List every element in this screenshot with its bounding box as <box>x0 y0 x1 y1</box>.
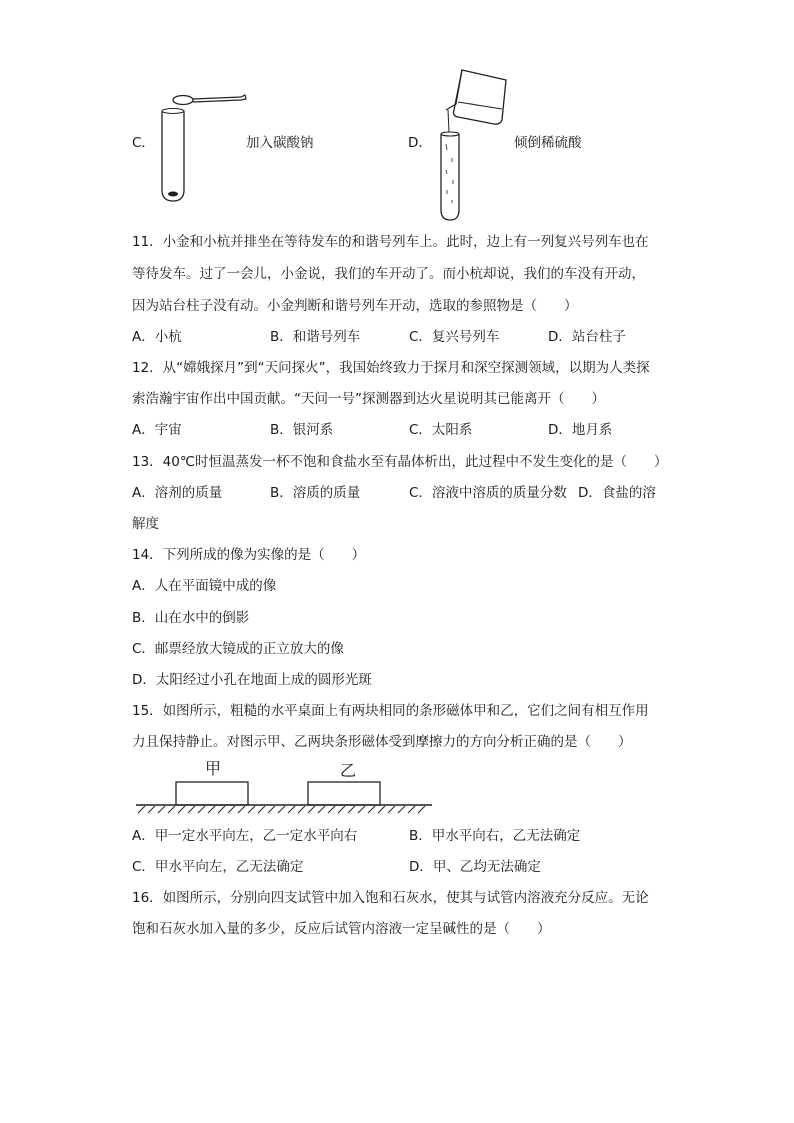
svg-text:- .: - . <box>470 99 478 108</box>
q12-line-2: 索浩瀚宇宙作出中国贡献。“天问一号”探测器到达火星说明其已能离开（ ） <box>132 391 605 407</box>
q15-option-c: C．甲水平向左，乙无法确定 <box>132 859 304 875</box>
q11-line-2: 等待发车。过了一会儿，小金说，我们的车开动了。而小杭却说，我们的车没有开动， <box>132 266 645 282</box>
q15-option-d: D．甲、乙均无法确定 <box>409 859 541 875</box>
q15-option-a: A．甲一定水平向左，乙一定水平向右 <box>132 828 358 844</box>
q12-option-a: A．宇宙 <box>132 422 182 438</box>
q12-line-1: 12．从“嫦娥探月”到“天问探火”，我国始终致力于探月和深空探测领域，以期为人类探 <box>132 360 650 376</box>
q14-option-a: A．人在平面镜中成的像 <box>132 578 277 594</box>
q12-option-d: D．地月系 <box>548 422 613 438</box>
q16-line-2: 饱和石灰水加入量的多少，反应后试管内溶液一定呈碱性的是（ ） <box>132 921 551 937</box>
q11-option-a: A．小杭 <box>132 329 182 345</box>
q13-line: 13．40℃时恒温蒸发一杯不饱和食盐水至有晶体析出，此过程中不发生变化的是（ ） <box>132 454 668 470</box>
q12-option-c: C．太阳系 <box>409 422 473 438</box>
q11-line-1: 11．小金和小杭并排坐在等待发车的和谐号列车上。此时，边上有一列复兴号列车也在 <box>132 234 649 250</box>
q14-line: 14．下列所成的像为实像的是（ ） <box>132 547 366 563</box>
magnet-b-label: 乙 <box>340 761 357 780</box>
magnets-on-table-figure <box>134 758 434 818</box>
magnet-a-label: 甲 <box>205 759 222 778</box>
q15-option-b: B．甲水平向右，乙无法确定 <box>409 828 581 844</box>
q11-option-c: C．复兴号列车 <box>409 329 500 345</box>
q13-continuation: 解度 <box>132 516 159 532</box>
q11-line-3: 因为站台柱子没有动。小金判断和谐号列车开动，选取的参照物是（ ） <box>132 298 578 314</box>
q10-option-c-label: C． <box>132 135 155 151</box>
q13-option-d: D．食盐的溶 <box>578 485 656 501</box>
q10-option-d-label: D． <box>408 135 432 151</box>
q12-option-b: B．银河系 <box>270 422 334 438</box>
q15-line-2: 力且保持静止。对图示甲、乙两块条形磁体受到摩擦力的方向分析正确的是（ ） <box>132 734 632 750</box>
q11-option-b: B．和谐号列车 <box>270 329 361 345</box>
q10-option-d-caption: 倾倒稀硫酸 <box>514 135 582 151</box>
beaker-pouring-figure <box>432 62 512 222</box>
q13-option-b: B．溶质的质量 <box>270 485 361 501</box>
q15-line-1: 15．如图所示，粗糙的水平桌面上有两块相同的条形磁体甲和乙，它们之间有相互作用 <box>132 703 649 719</box>
q14-option-b: B．山在水中的倒影 <box>132 610 250 626</box>
q14-option-d: D．太阳经过小孔在地面上成的圆形光斑 <box>132 672 372 688</box>
q13-option-a: A．溶剂的质量 <box>132 485 223 501</box>
q16-line-1: 16．如图所示，分别向四支试管中加入饱和石灰水，使其与试管内溶液充分反应。无论 <box>132 890 649 906</box>
q13-option-c: C．溶液中溶质的质量分数 <box>409 485 567 501</box>
q10-option-c-caption: 加入碳酸钠 <box>246 135 314 151</box>
spoon-and-test-tube-figure <box>155 90 255 205</box>
q14-option-c: C．邮票经放大镜成的正立放大的像 <box>132 641 344 657</box>
q11-option-d: D．站台柱子 <box>548 329 626 345</box>
